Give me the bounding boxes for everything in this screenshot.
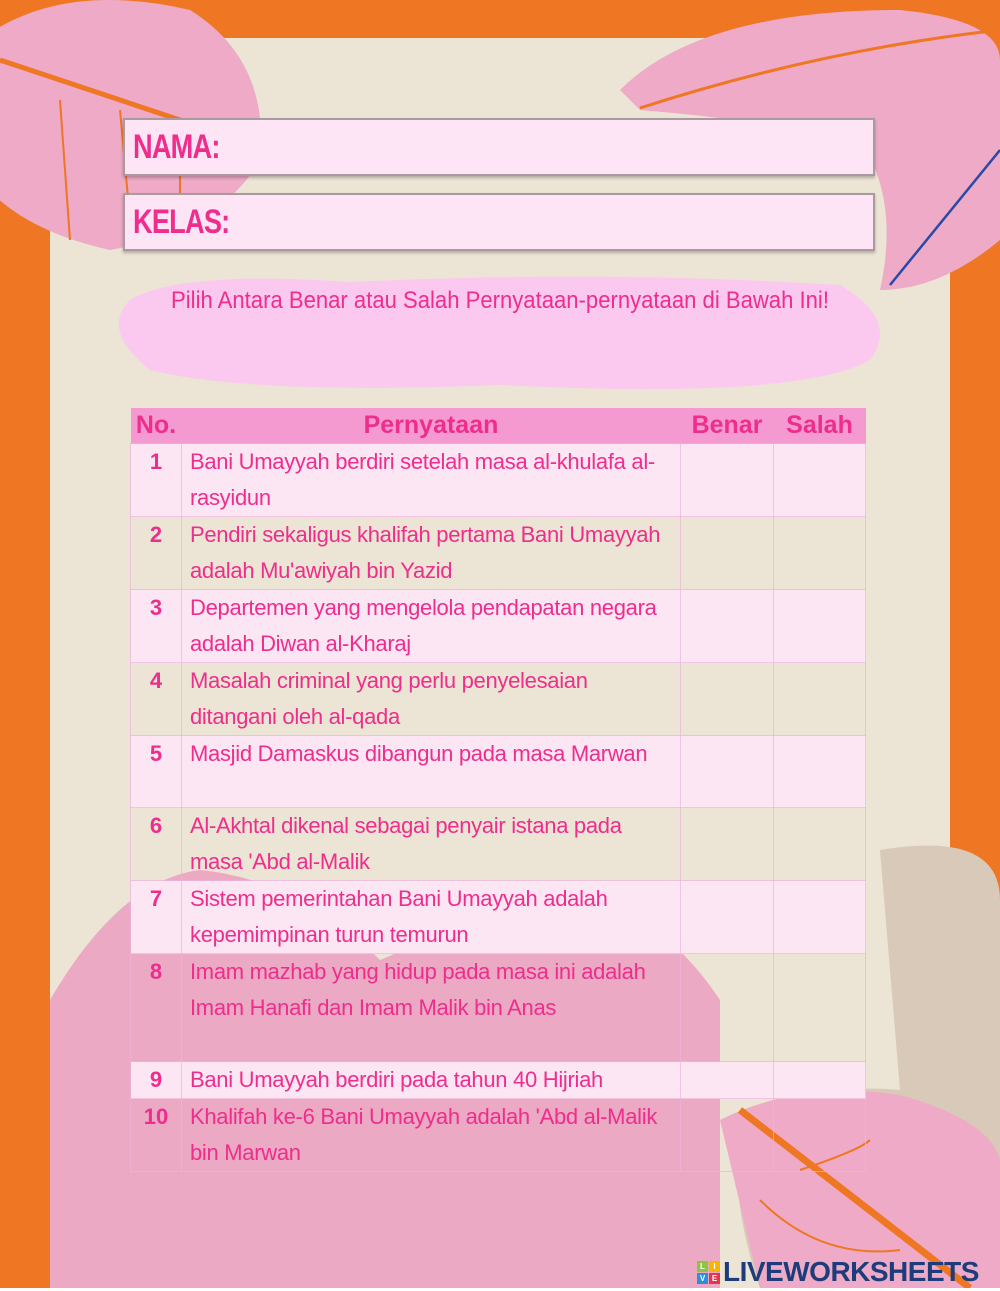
table-row — [131, 590, 866, 663]
table-row — [131, 736, 866, 808]
table-row — [131, 517, 866, 590]
statement-text: Pendiri sekaligus khalifah pertama Bani Umayyah adalah Mu'awiyah bin Yazid — [182, 517, 681, 590]
answer-true-cell[interactable] — [681, 444, 774, 517]
answer-false-cell[interactable] — [774, 954, 866, 1062]
class-field — [123, 193, 875, 251]
answer-false-cell[interactable] — [774, 1062, 866, 1099]
answer-true-cell[interactable] — [681, 954, 774, 1062]
name-field — [123, 118, 875, 176]
instruction-text: Pilih Antara Benar atau Salah Pernyataan-pernyataan di Bawah Ini! — [171, 287, 829, 314]
answer-false-cell[interactable] — [774, 517, 866, 590]
statement-text: Masalah criminal yang perlu penyelesaian ditangani oleh al-qada — [182, 663, 681, 736]
table-row — [131, 954, 866, 1062]
header-statement: Pernyataan — [182, 408, 681, 444]
statement-text: Sistem pemerintahan Bani Umayyah adalah kepemimpinan turun temurun — [182, 881, 681, 954]
answer-true-cell[interactable] — [681, 1062, 774, 1099]
answer-true-cell[interactable] — [681, 517, 774, 590]
liveworksheets-logo — [697, 1256, 979, 1288]
statement-text: Bani Umayyah berdiri pada tahun 40 Hijriah — [182, 1062, 681, 1099]
logo-squares-icon: L I V E — [697, 1261, 720, 1284]
statement-text: Masjid Damaskus dibangun pada masa Marwan — [182, 736, 681, 808]
answer-true-cell[interactable] — [681, 808, 774, 881]
row-number: 10 — [131, 1099, 182, 1172]
header-true: Benar — [681, 408, 774, 444]
table-row — [131, 881, 866, 954]
table-row — [131, 808, 866, 881]
statement-text: Imam mazhab yang hidup pada masa ini adalah Imam Hanafi dan Imam Malik bin Anas — [182, 954, 681, 1062]
row-number: 3 — [131, 590, 182, 663]
statement-text: Al-Akhtal dikenal sebagai penyair istana pada masa 'Abd al-Malik — [182, 808, 681, 881]
table-header-row — [131, 408, 866, 444]
answer-false-cell[interactable] — [774, 736, 866, 808]
answer-false-cell[interactable] — [774, 590, 866, 663]
class-label: KELAS: — [133, 203, 230, 241]
answer-false-cell[interactable] — [774, 1099, 866, 1172]
class-input[interactable] — [245, 201, 869, 245]
statement-text: Khalifah ke-6 Bani Umayyah adalah 'Abd al-Malik bin Marwan — [182, 1099, 681, 1172]
row-number: 7 — [131, 881, 182, 954]
answer-true-cell[interactable] — [681, 881, 774, 954]
name-input[interactable] — [245, 126, 869, 170]
answer-false-cell[interactable] — [774, 444, 866, 517]
name-label: NAMA: — [133, 128, 220, 166]
table-row — [131, 1062, 866, 1099]
table-row — [131, 444, 866, 517]
answer-true-cell[interactable] — [681, 1099, 774, 1172]
header-no: No. — [131, 408, 182, 444]
table-row — [131, 1099, 866, 1172]
row-number: 8 — [131, 954, 182, 1062]
logo-text: LIVEWORKSHEETS — [723, 1256, 979, 1287]
table-row — [131, 663, 866, 736]
answer-false-cell[interactable] — [774, 663, 866, 736]
answer-true-cell[interactable] — [681, 736, 774, 808]
answer-false-cell[interactable] — [774, 808, 866, 881]
row-number: 9 — [131, 1062, 182, 1099]
header-false: Salah — [774, 408, 866, 444]
row-number: 6 — [131, 808, 182, 881]
statements-table — [130, 408, 866, 1172]
row-number: 1 — [131, 444, 182, 517]
row-number: 2 — [131, 517, 182, 590]
row-number: 4 — [131, 663, 182, 736]
row-number: 5 — [131, 736, 182, 808]
answer-false-cell[interactable] — [774, 881, 866, 954]
statement-text: Departemen yang mengelola pendapatan negara adalah Diwan al-Kharaj — [182, 590, 681, 663]
answer-true-cell[interactable] — [681, 663, 774, 736]
statement-text: Bani Umayyah berdiri setelah masa al-khulafa al-rasyidun — [182, 444, 681, 517]
answer-true-cell[interactable] — [681, 590, 774, 663]
